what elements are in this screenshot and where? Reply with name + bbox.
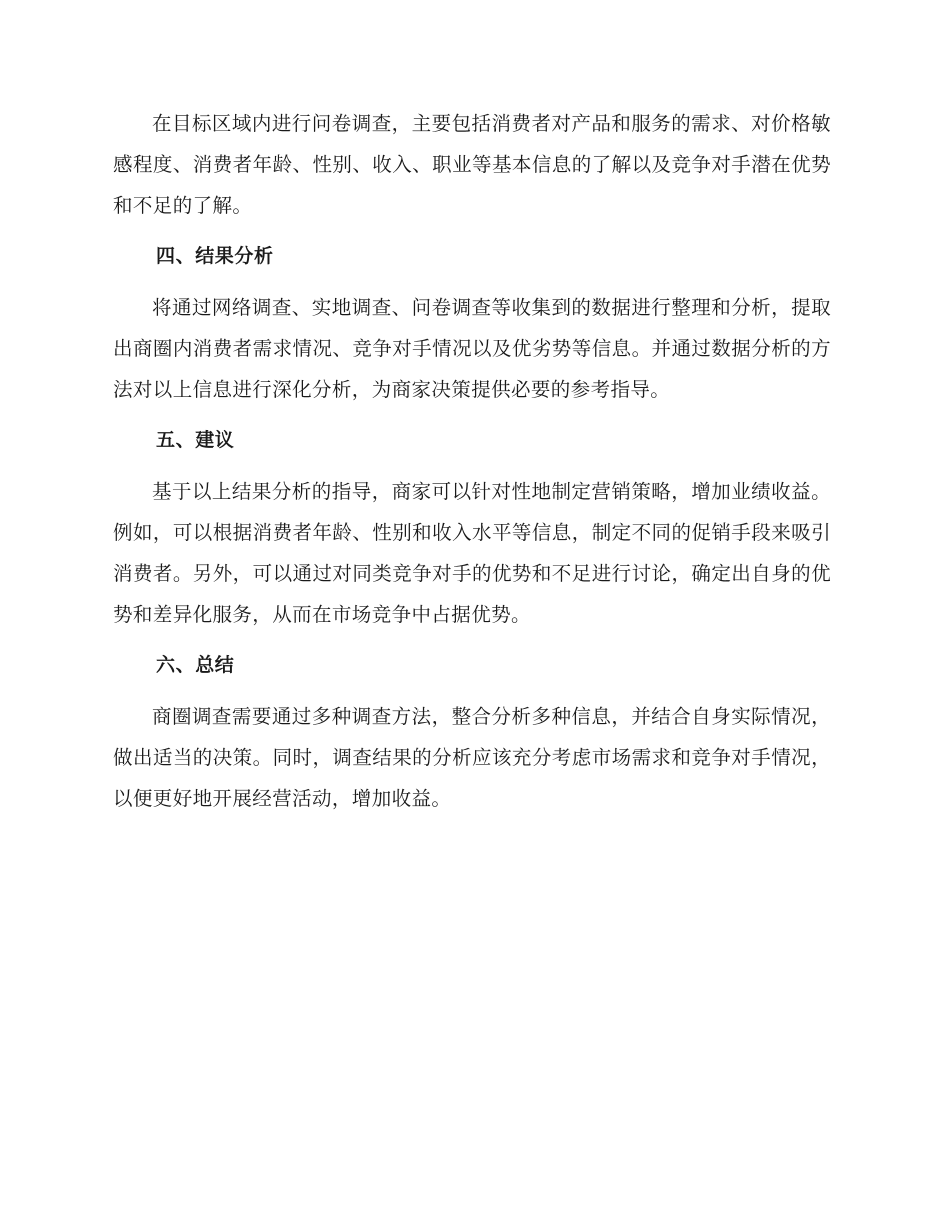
section-heading-summary: 六、总结 [156, 654, 235, 676]
document-page [113, 103, 831, 819]
section-heading-suggestions: 五、建议 [156, 429, 235, 451]
section-paragraph-results: 将通过网络调查、实地调查、问卷调查等收集到的数据进行整理和分析，提取出商圈内消费者需求情况、竞争对手情况以及优劣势等信息。并通过数据分析的方法对以上信息进行深化分析，为商家决策提供必要的参考指导。 [113, 296, 831, 401]
intro-paragraph: 在目标区域内进行问卷调查，主要包括消费者对产品和服务的需求、对价格敏感程度、消费者年龄、性别、收入、职业等基本信息的了解以及竞争对手潜在优势和不足的了解。 [113, 112, 831, 217]
section-paragraph-suggestions: 基于以上结果分析的指导，商家可以针对性地制定营销策略，增加业绩收益。例如，可以根据消费者年龄、性别和收入水平等信息，制定不同的促销手段来吸引消费者。另外，可以通过对同类竞争对手的优势和不足进行讨论，确定出自身的优势和差异化服务，从而在市场竞争中占据优势。 [113, 480, 831, 626]
section-heading-results: 四、结果分析 [156, 245, 274, 267]
section-paragraph-summary: 商圈调查需要通过多种调查方法，整合分析多种信息，并结合自身实际情况，做出适当的决策。同时，调查结果的分析应该充分考虑市场需求和竞争对手情况，以便更好地开展经营活动，增加收益。 [113, 705, 831, 810]
